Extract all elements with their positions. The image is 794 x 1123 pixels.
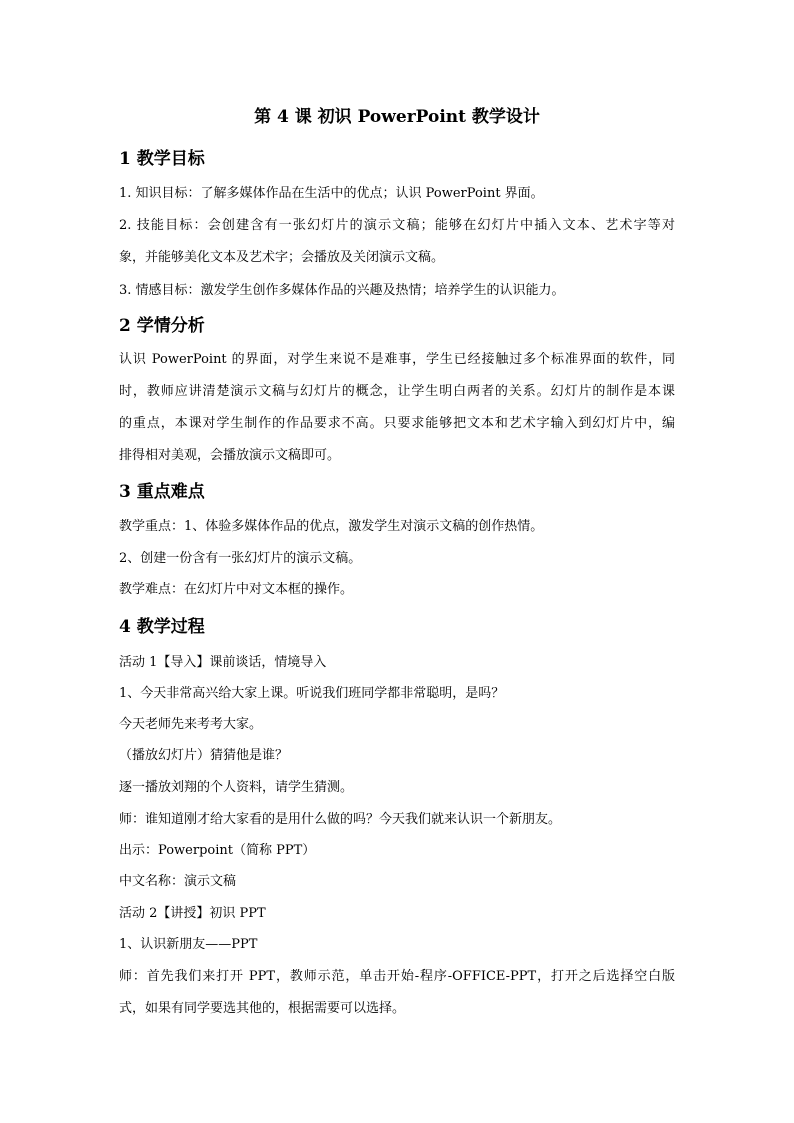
section-heading-analysis: 2 学情分析 [119, 316, 205, 336]
section-heading-process: 4 教学过程 [119, 617, 205, 637]
section-heading-key-points: 3 重点难点 [119, 482, 205, 502]
activity-1-line-4: 逐一播放刘翔的个人资料，请学生猜测。 [119, 780, 354, 795]
activity-2-line-1: 1、认识新朋友——PPT [119, 937, 258, 952]
teaching-focus-1: 教学重点：1、体验多媒体作品的优点，激发学生对演示文稿的创作热情。 [119, 519, 544, 534]
analysis-line-3: 的重点，本课对学生制作的作品要求不高。只要求能够把文本和艺术字输入到幻灯片中，编 [119, 416, 675, 431]
document-title: 第 4 课 初识 PowerPoint 教学设计 [254, 107, 540, 127]
activity-2-title: 活动 2【讲授】初识 PPT [119, 906, 266, 921]
activity-1-title: 活动 1【导入】课前谈话，情境导入 [119, 655, 327, 670]
objective-item-1: 1. 知识目标：了解多媒体作品在生活中的优点；认识 PowerPoint 界面。 [119, 186, 544, 201]
teaching-difficulty: 教学难点：在幻灯片中对文本框的操作。 [119, 582, 354, 597]
teaching-focus-2: 2、创建一份含有一张幻灯片的演示文稿。 [119, 551, 362, 566]
objective-item-3: 3. 情感目标：激发学生创作多媒体作品的兴趣及热情；培养学生的认识能力。 [119, 283, 565, 298]
section-heading-objectives: 1 教学目标 [119, 149, 205, 169]
analysis-line-2: 时，教师应讲清楚演示文稿与幻灯片的概念，让学生明白两者的关系。幻灯片的制作是本课 [119, 384, 675, 399]
activity-2-line-3: 式，如果有同学要选其他的，根据需要可以选择。 [119, 1001, 406, 1016]
objective-item-2-line-2: 象，并能够美化文本及艺术字；会播放及关闭演示文稿。 [119, 250, 445, 265]
activity-2-line-2: 师：首先我们来打开 PPT，教师示范，单击开始-程序-OFFICE-PPT，打开之后选择空白版 [119, 969, 675, 984]
activity-1-line-3: （播放幻灯片）猜猜他是谁？ [119, 748, 289, 763]
activity-1-line-1: 1、今天非常高兴给大家上课。听说我们班同学都非常聪明，是吗？ [119, 686, 505, 701]
objective-item-2-line-1: 2. 技能目标：会创建含有一张幻灯片的演示文稿；能够在幻灯片中插入文本、艺术字等对 [119, 218, 675, 233]
analysis-line-4: 排得相对美观，会播放演示文稿即可。 [119, 448, 341, 463]
activity-1-line-7: 中文名称：演示文稿 [119, 874, 237, 889]
analysis-line-1: 认识 PowerPoint 的界面，对学生来说不是难事，学生已经接触过多个标准界面的软件，同 [119, 352, 675, 367]
activity-1-line-5: 师：谁知道刚才给大家看的是用什么做的吗？今天我们就来认识一个新朋友。 [119, 812, 562, 827]
activity-1-line-6: 出示：Powerpoint（简称 PPT） [119, 843, 316, 858]
activity-1-line-2: 今天老师先来考考大家。 [119, 717, 263, 732]
